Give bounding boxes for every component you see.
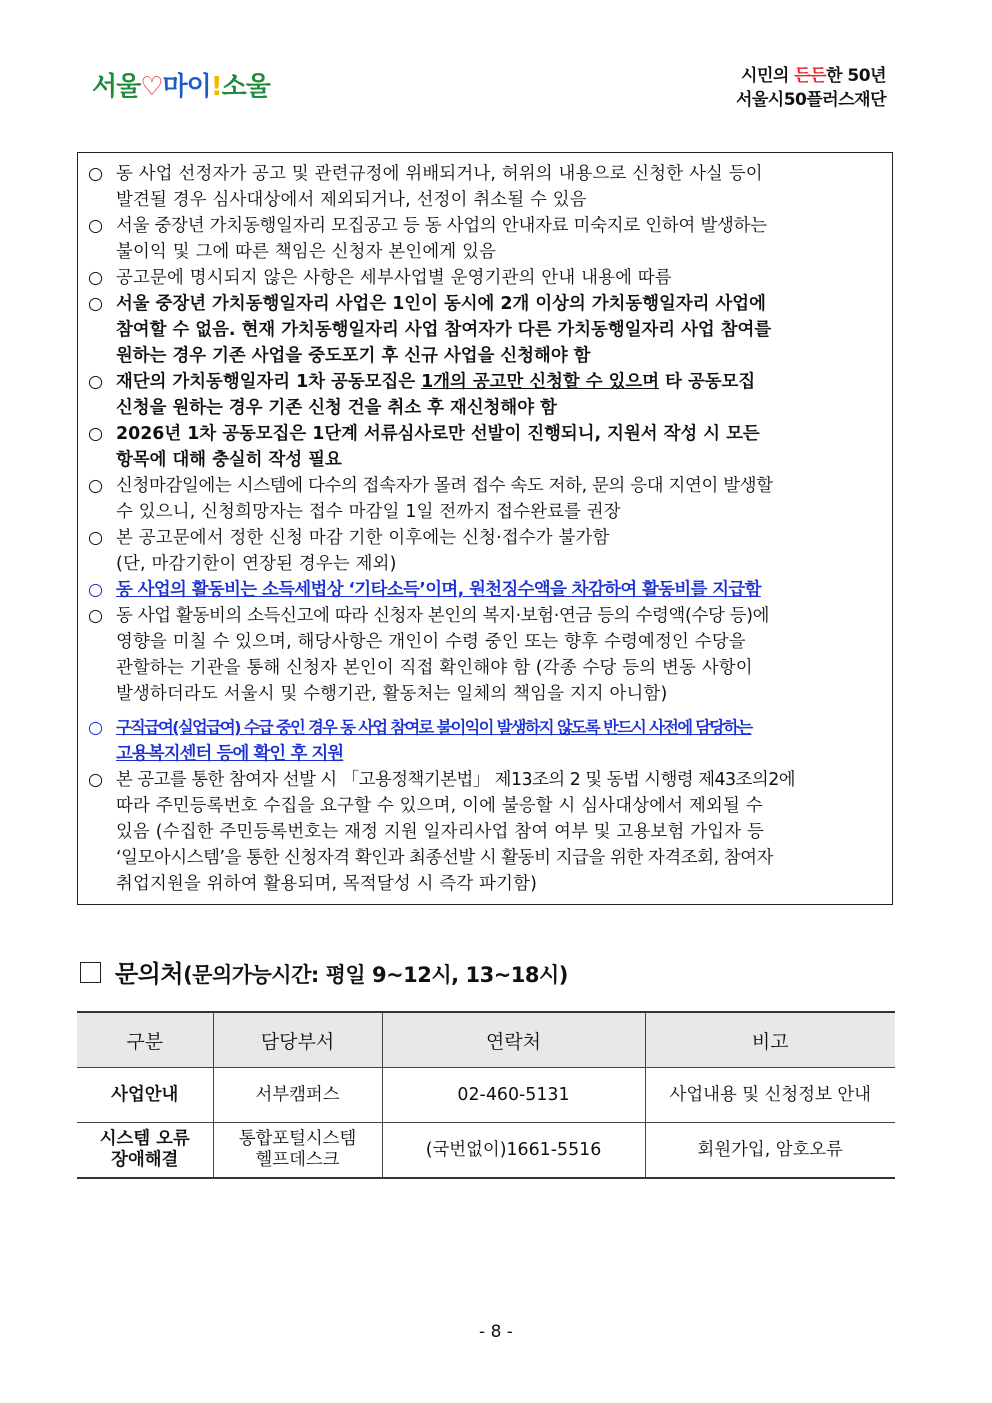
notice-box: [77, 152, 893, 905]
column-header: 비고: [645, 1012, 895, 1068]
row-phone: (국번없이)1661-5516: [382, 1123, 645, 1179]
notice-item-2: ○ 서울 중장년 가치동행일자리 모집공고 등 동 사업의 안내자료 미숙지로 인하여 발생하는 불이익 및 그에 따른 책임은 신청자 본인에게 있음: [88, 213, 884, 265]
notice-item-6: ○ 2026년 1차 공동모집은 1단계 서류심사로만 선발이 진행되니, 지원서 작성 시 모든 항목에 대해 충실히 작성 필요: [88, 421, 884, 473]
page-number: - 8 -: [479, 1322, 513, 1342]
notice-item-8: ○ 본 공고문에서 정한 신청 마감 기한 이후에는 신청·접수가 불가함 (단, 마감기한이 연장된 경우는 제외): [88, 525, 884, 577]
row-dept: 통합포털시스템 헬프데스크: [213, 1123, 382, 1179]
table-row: [77, 1123, 895, 1179]
notice-item-9: ○ 동 사업의 활동비는 소득세법상 ‘기타소득’이며, 원천징수액을 차감하여 활동비를 지급함: [88, 577, 884, 603]
foundation-name: 서울시50플러스재단: [735, 90, 886, 110]
circle-bullet-icon: ○: [88, 528, 104, 548]
circle-bullet-icon: ○: [88, 580, 104, 600]
row-dept: 서부캠퍼스: [213, 1068, 382, 1123]
circle-bullet-icon: ○: [88, 216, 104, 236]
circle-bullet-icon: ○: [88, 770, 104, 790]
circle-bullet-icon: ○: [88, 268, 104, 288]
notice-item-11: ○ 구직급여(실업급여) 수급 중인 경우 동 사업 참여로 불이익이 발생하지 않도록 반드시 사전에 담당하는 고용복지센터 등에 확인 후 지원: [88, 715, 884, 767]
notice-item-5: ○ 재단의 가치동행일자리 1차 공동모집은 1개의 공고만 신청할 수 있으며 타 공동모집 신청을 원하는 경우 기존 신청 건을 취소 후 재신청해야 함: [88, 369, 884, 421]
circle-bullet-icon: ○: [88, 294, 104, 314]
circle-bullet-icon: ○: [88, 476, 104, 496]
contact-section-title: 문의처(문의가능시간: 평일 9~12시, 13~18시): [80, 957, 568, 992]
column-header: 구분: [77, 1012, 213, 1068]
table-row: [77, 1068, 895, 1123]
notice-item-1: ○ 동 사업 선정자가 공고 및 관련규정에 위배되거나, 허위의 내용으로 신청한 사실 등이 발견될 경우 심사대상에서 제외되거나, 선정이 취소될 수 있음: [88, 161, 884, 213]
circle-bullet-icon: ○: [88, 424, 104, 444]
circle-bullet-icon: ○: [88, 164, 104, 184]
row-note: 회원가입, 암호오류: [645, 1123, 895, 1179]
column-header: 담당부서: [213, 1012, 382, 1068]
foundation-slogan: 시민의 든든한 50년: [741, 66, 886, 86]
notice-item-12: ○ 본 공고를 통한 참여자 선발 시 「고용정책기본법」 제13조의 2 및 동법 시행령 제43조의2에 따라 주민등록번호 수집을 요구할 수 있으며, 이에 불응할 시 심사대상에서 제외될 수 있음 (수집한 주민등록번호는 재정 지원 일자리사업 참여 여부 및 고용보험 가입자 등 ‘일모아시스템’을 통한 신청자격 확인과 최종선발 시 활동비 지급을 위한 자격조회, 참여자 취업지원을 위하여 활용되며, 목적달성 시 즉각 파기함): [88, 767, 884, 897]
notice-item-3: ○ 공고문에 명시되지 않은 사항은 세부사업별 운영기관의 안내 내용에 따름: [88, 265, 884, 291]
seoul-my-soul-logo: 서울♡마이!소울: [92, 72, 270, 102]
table-header-row: [77, 1012, 895, 1068]
heart-icon: ♡: [140, 72, 163, 102]
notice-item-4: ○ 서울 중장년 가치동행일자리 사업은 1인이 동시에 2개 이상의 가치동행일자리 사업에 참여할 수 없음. 현재 가치동행일자리 사업 참여자가 다른 가치동행일자리 사업 참여를 원하는 경우 기존 사업을 중도포기 후 신규 사업을 신청해야 함: [88, 291, 884, 369]
checkbox-square-icon: [80, 962, 101, 983]
column-header: 연락처: [382, 1012, 645, 1068]
circle-bullet-icon: ○: [88, 372, 104, 392]
foundation-logo: [736, 64, 886, 112]
row-category: 시스템 오류 장애해결: [77, 1123, 213, 1179]
circle-bullet-icon: ○: [88, 606, 104, 626]
row-phone: 02-460-5131: [382, 1068, 645, 1123]
underlined-text: 1개의 공고만 신청할 수 있으며: [421, 372, 660, 392]
row-category: 사업안내: [77, 1068, 213, 1123]
row-note: 사업내용 및 신청정보 안내: [645, 1068, 895, 1123]
notice-item-10: ○ 동 사업 활동비의 소득신고에 따라 신청자 본인의 복지·보험·연금 등의 수령액(수당 등)에 영향을 미칠 수 있으며, 해당사항은 개인이 수령 중인 또는 향후 수령예정인 수당을 관할하는 기관을 통해 신청자 본인이 직접 확인해야 함 (각종 수당 등의 변동 사항이 발생하더라도 서울시 및 수행기관, 활동처는 일체의 책임을 지지 아니함): [88, 603, 884, 707]
contact-table: [77, 1011, 895, 1179]
circle-bullet-icon: ○: [88, 718, 103, 738]
notice-item-7: ○ 신청마감일에는 시스템에 다수의 접속자가 몰려 접수 속도 저하, 문의 응대 지연이 발생할 수 있으니, 신청희망자는 접수 마감일 1일 전까지 접수완료를 권장: [88, 473, 884, 525]
